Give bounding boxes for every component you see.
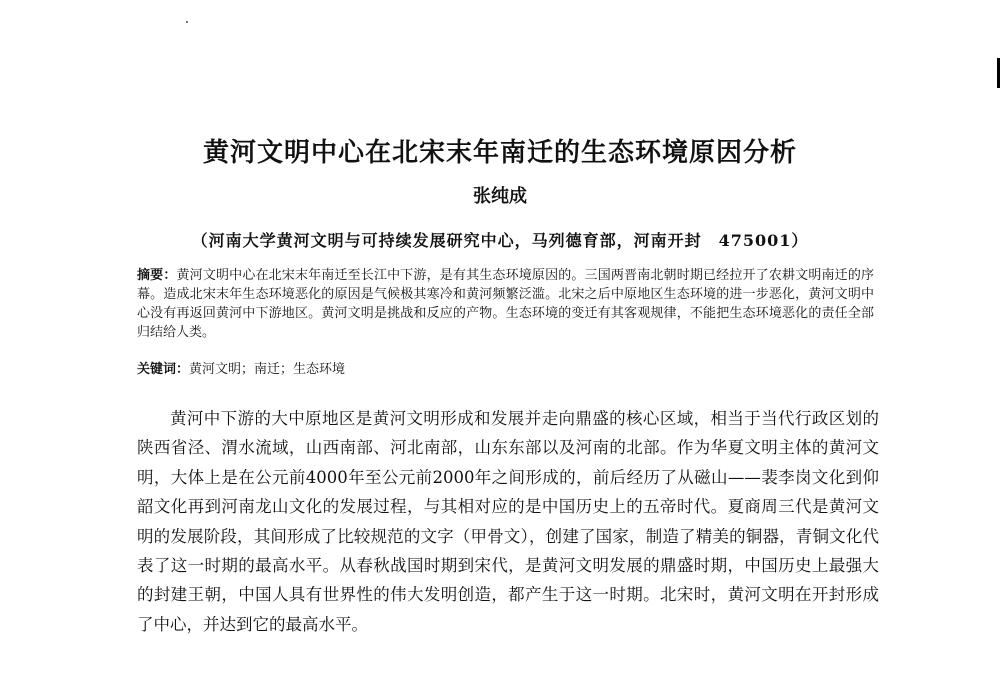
keywords	[137, 360, 874, 379]
abstract-label: 摘要：	[137, 268, 177, 283]
paper-title: 黄河文明中心在北宋末年南迁的生态环境原因分析	[202, 138, 797, 168]
abstract	[137, 266, 874, 342]
body-text	[137, 404, 879, 639]
scan-speck	[186, 21, 188, 23]
keywords-text: 黄河文明；南迁；生态环境	[189, 362, 346, 377]
abstract-text: 黄河文明中心在北宋末年南迁至长江中下游，是有其生态环境原因的。三国两晋南北朝时期已经拉开了农耕文明南迁的序幕。造成北宋末年生态环境恶化的原因是气候极其寒冷和黄河频繁泛滥。北宋之后中原地区生态环境的进一步恶化，黄河文明中心没有再返回黄河中下游地区。黄河文明是挑战和反应的产物。生态环境的变迁有其客观规律，不能把生态环境恶化的责任全部归结给人类。	[137, 268, 874, 340]
body-paragraph: 黄河中下游的大中原地区是黄河文明形成和发展并走向鼎盛的核心区域，相当于当代行政区划的陕西省泾、渭水流域，山西南部、河北南部，山东东部以及河南的北部。作为华夏文明主体的黄河文明，大体上是在公元前4000年至公元前2000年之间形成的，前后经历了从磁山——裴李岗文化到仰韶文化再到河南龙山文化的发展过程，与其相对应的是中国历史上的五帝时代。夏商周三代是黄河文明的发展阶段，其间形成了比较规范的文字（甲骨文），创建了国家，制造了精美的铜器，青铜文化代表了这一时期的最高水平。从春秋战国时期到宋代，是黄河文明发展的鼎盛时期，中国历史上最强大的封建王朝，中国人具有世界性的伟大发明创造，都产生于这一时期。北宋时，黄河文明在开封形成了中心，并达到它的最高水平。	[137, 409, 879, 634]
author-affiliation: （河南大学黄河文明与可持续发展研究中心，马列德育部，河南开封 475001）	[191, 231, 809, 250]
keywords-label: 关键词：	[137, 362, 190, 377]
author-name: 张纯成	[473, 186, 527, 207]
